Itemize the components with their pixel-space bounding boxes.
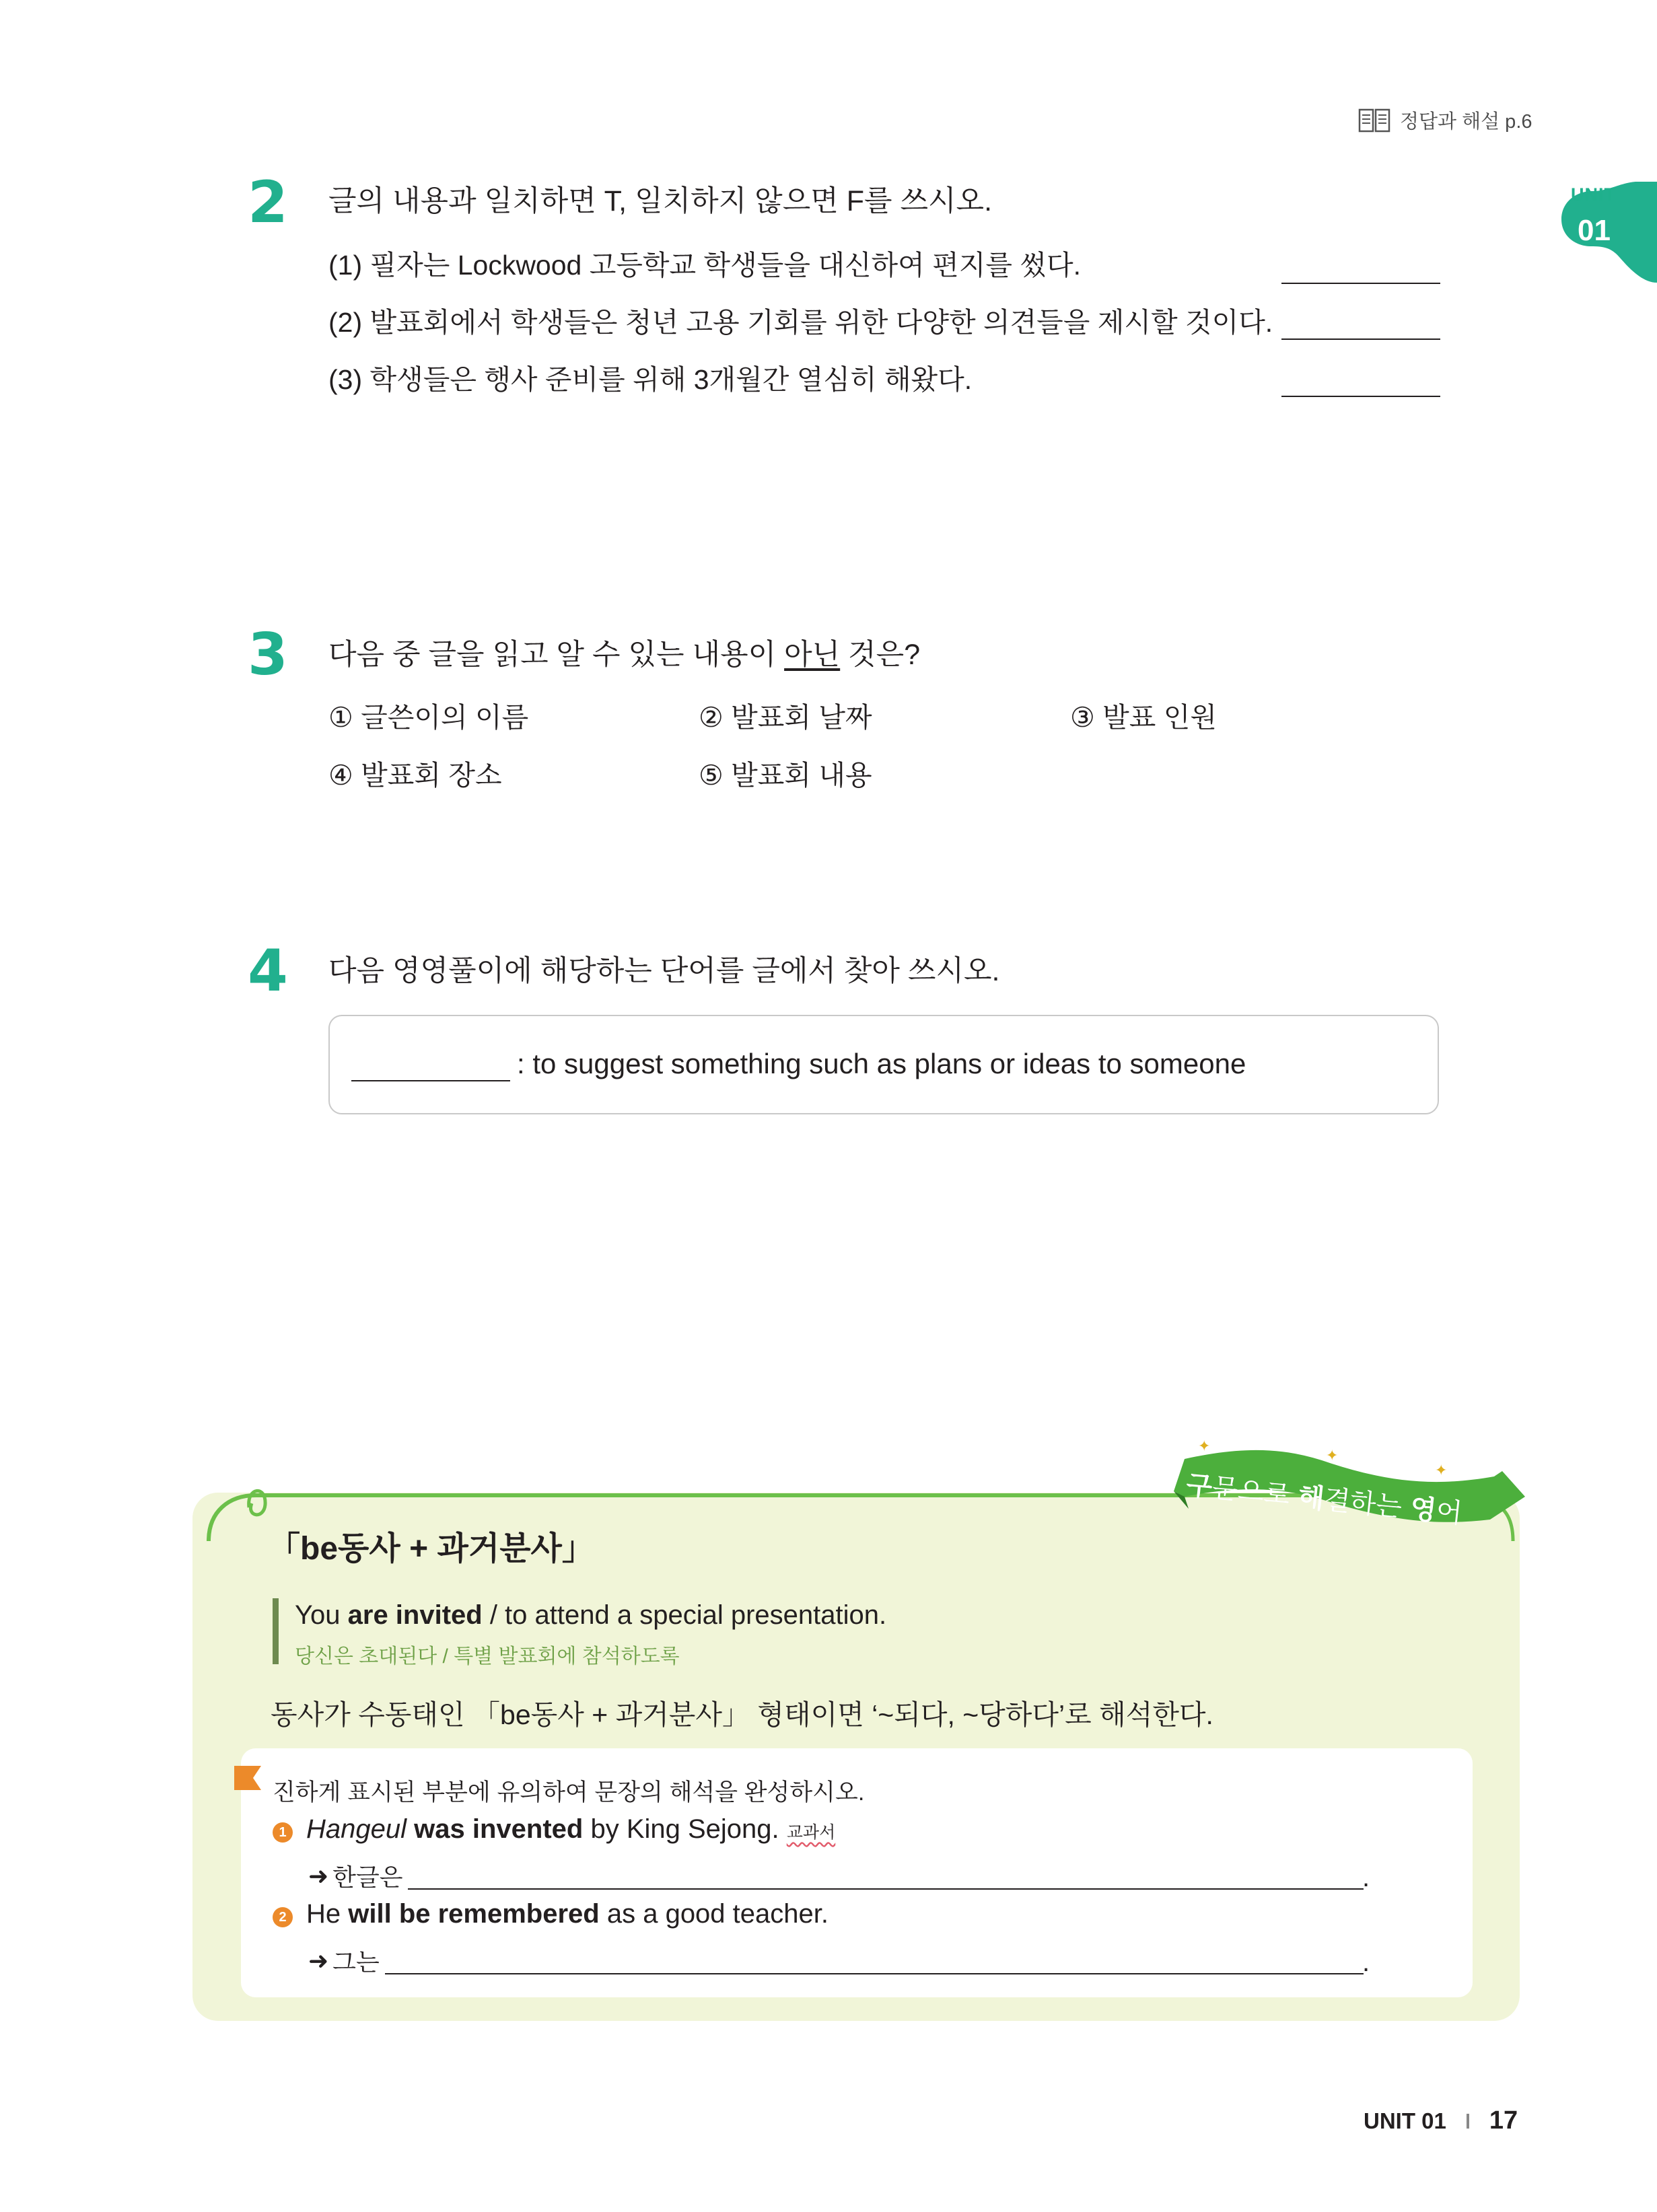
sentence-bold: was invented bbox=[414, 1814, 584, 1844]
answer-blank[interactable] bbox=[351, 1080, 510, 1081]
tf-item: (3) 학생들은 행사 준비를 위해 3개월간 열심히 해왔다. bbox=[328, 364, 973, 395]
number-badge: 2 bbox=[273, 1907, 293, 1927]
answer-reference-text: 정답과 해설 p.6 bbox=[1400, 111, 1532, 133]
sentence-italic: Hangeul bbox=[306, 1814, 407, 1844]
sentence-rest: by King Sejong. bbox=[583, 1814, 779, 1844]
answer-blank[interactable] bbox=[1281, 396, 1440, 397]
grammar-title: 「be동사 + 과거분사」 bbox=[268, 1531, 594, 1567]
flag-icon bbox=[233, 1763, 262, 1793]
banner-text: 문으로 bbox=[1210, 1472, 1300, 1513]
practice-sentence bbox=[306, 1899, 828, 1929]
period-mark: . bbox=[1362, 1863, 1370, 1892]
sentence-lead: He bbox=[306, 1899, 349, 1929]
svg-text:✦: ✦ bbox=[1326, 1448, 1339, 1464]
question-number: 4 bbox=[248, 937, 288, 1005]
question-prompt: 글의 내용과 일치하면 T, 일치하지 않으면 F를 쓰시오. bbox=[328, 185, 993, 217]
example-bold: are invited bbox=[347, 1600, 483, 1630]
number-badge: 1 bbox=[273, 1822, 293, 1843]
question-number: 3 bbox=[248, 621, 288, 688]
tf-item: (1) 필자는 Lockwood 고등학교 학생들을 대신하여 편지를 썼다. bbox=[328, 250, 1081, 281]
banner-char: 영 bbox=[1408, 1493, 1438, 1527]
choice-option[interactable]: ② 발표회 날짜 bbox=[699, 702, 872, 733]
textbook-tag: 교과서 bbox=[786, 1823, 836, 1842]
svg-text:✦: ✦ bbox=[1435, 1462, 1448, 1479]
answer-prefix: 그는 bbox=[332, 1948, 380, 1976]
question-number: 2 bbox=[248, 169, 288, 236]
page-number: 17 bbox=[1489, 2106, 1518, 2135]
period-mark: . bbox=[1362, 1948, 1370, 1977]
footer-unit: UNIT 01 bbox=[1364, 2108, 1446, 2133]
answer-line[interactable] bbox=[385, 1973, 1364, 1974]
example-sentence bbox=[295, 1600, 886, 1631]
tf-item: (2) 발표회에서 학생들은 청년 고용 기회를 위한 다양한 의견들을 제시할 것이다. bbox=[328, 307, 1273, 338]
banner-text: 결하는 bbox=[1323, 1484, 1412, 1524]
sentence-bold: will be remembered bbox=[348, 1899, 600, 1929]
question-prompt: 다음 영영풀이에 해당하는 단어를 글에서 찾아 쓰시오. bbox=[328, 955, 1000, 987]
example-prefix: You bbox=[295, 1600, 348, 1630]
page-footer bbox=[1364, 2106, 1518, 2135]
answer-row bbox=[308, 1943, 380, 1978]
answer-prefix: 한글은 bbox=[332, 1863, 403, 1891]
practice-sentence bbox=[306, 1814, 835, 1845]
choice-option[interactable]: ⑤ 발표회 내용 bbox=[699, 760, 872, 791]
banner-text: 어 bbox=[1434, 1495, 1464, 1530]
svg-text:✦: ✦ bbox=[1198, 1438, 1211, 1455]
practice-instruction: 진하게 표시된 부분에 유의하여 문장의 해석을 완성하시오. bbox=[273, 1779, 865, 1806]
sentence-rest: as a good teacher. bbox=[599, 1899, 828, 1929]
prompt-emphasis: 아닌 bbox=[784, 639, 841, 671]
example-translation: 당신은 초대된다 / 특별 발표회에 참석하도록 bbox=[295, 1645, 680, 1668]
question-prompt bbox=[328, 638, 920, 673]
footer-separator bbox=[1467, 2114, 1469, 2129]
definition-text: : to suggest something such as plans or ideas to someone bbox=[517, 1048, 1246, 1079]
answer-reference bbox=[1358, 106, 1532, 134]
choice-option[interactable]: ① 글쓴이의 이름 bbox=[328, 702, 529, 733]
example-bar bbox=[273, 1598, 279, 1664]
unit-tab-label: UNIT bbox=[1571, 184, 1616, 205]
answer-line[interactable] bbox=[408, 1888, 1364, 1890]
answer-row bbox=[308, 1859, 403, 1893]
prompt-text: 것은? bbox=[840, 639, 921, 671]
banner-char: 구 bbox=[1185, 1469, 1214, 1503]
answer-blank[interactable] bbox=[1281, 338, 1440, 340]
arrow-icon: ➜ bbox=[308, 1946, 329, 1974]
book-icon bbox=[1358, 108, 1390, 133]
unit-tab-number: 01 bbox=[1578, 214, 1611, 247]
banner-char: 해 bbox=[1296, 1481, 1326, 1515]
answer-blank[interactable] bbox=[1281, 283, 1440, 284]
choice-option[interactable]: ④ 발표회 장소 bbox=[328, 760, 502, 791]
example-suffix: / to attend a special presentation. bbox=[482, 1600, 887, 1630]
arrow-icon: ➜ bbox=[308, 1861, 329, 1890]
choice-option[interactable]: ③ 발표 인원 bbox=[1070, 702, 1217, 733]
prompt-text: 다음 중 글을 읽고 알 수 있는 내용이 bbox=[328, 639, 785, 671]
grammar-explanation: 동사가 수동태인 「be동사 + 과거분사」 형태이면 ‘~되다, ~당하다’로 해석한다. bbox=[271, 1699, 1213, 1730]
